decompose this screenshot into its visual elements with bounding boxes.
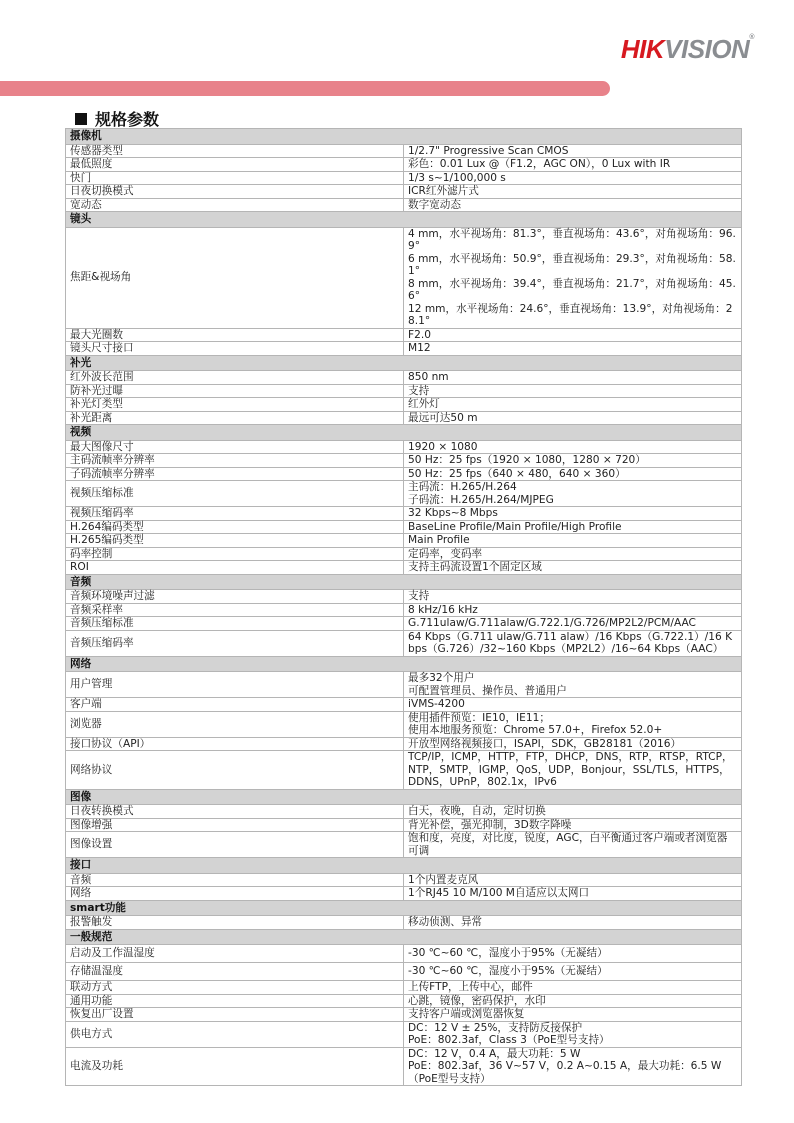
category-row [66, 129, 742, 145]
spec-label: 日夜切换模式 [66, 185, 404, 199]
spec-row [66, 698, 742, 712]
category-row [66, 355, 742, 371]
spec-label: 存储温湿度 [66, 963, 404, 981]
spec-label: 防补光过曝 [66, 384, 404, 398]
spec-value: 主码流：H.265/H.264 子码流：H.265/H.264/MJPEG [404, 481, 742, 507]
category-heading: 视频 [66, 425, 742, 441]
category-row [66, 789, 742, 805]
spec-row [66, 887, 742, 901]
spec-row [66, 963, 742, 981]
spec-label: 最大图像尺寸 [66, 440, 404, 454]
category-row [66, 929, 742, 945]
spec-label: 恢复出厂设置 [66, 1008, 404, 1022]
spec-label: 接口协议（API） [66, 737, 404, 751]
spec-value: -30 ℃~60 ℃，湿度小于95%（无凝结） [404, 963, 742, 981]
spec-label: 报警触发 [66, 916, 404, 930]
spec-row [66, 440, 742, 454]
spec-row [66, 342, 742, 356]
spec-label: 补光灯类型 [66, 398, 404, 412]
spec-row [66, 603, 742, 617]
spec-row [66, 411, 742, 425]
section-title-text: 规格参数 [95, 110, 160, 129]
spec-value: 1/2.7" Progressive Scan CMOS [404, 144, 742, 158]
spec-value: 彩色：0.01 Lux @（F1.2，AGC ON），0 Lux with IR [404, 158, 742, 172]
spec-value: 850 nm [404, 371, 742, 385]
spec-row [66, 873, 742, 887]
spec-value: TCP/IP，ICMP，HTTP，FTP，DHCP，DNS，RTP，RTSP，RTCP，NTP，SMTP，IGMP，QoS，UDP，Bonjour，SSL/TLS，HTTPS，DDNS，UPnP，802.1x，IPv6 [404, 751, 742, 790]
spec-row [66, 916, 742, 930]
spec-row [66, 227, 742, 328]
category-heading: 补光 [66, 355, 742, 371]
spec-value: BaseLine Profile/Main Profile/High Profile [404, 520, 742, 534]
spec-row [66, 981, 742, 995]
spec-label: 客户端 [66, 698, 404, 712]
category-row [66, 656, 742, 672]
spec-value: 红外灯 [404, 398, 742, 412]
spec-value: G.711ulaw/G.711alaw/G.722.1/G.726/MP2L2/PCM/AAC [404, 617, 742, 631]
spec-row [66, 711, 742, 737]
section-title [75, 107, 159, 130]
header-accent-bar [0, 81, 610, 96]
spec-row [66, 737, 742, 751]
spec-row [66, 617, 742, 631]
category-heading: smart功能 [66, 900, 742, 916]
spec-value: 心跳，镜像，密码保护，水印 [404, 994, 742, 1008]
spec-row [66, 590, 742, 604]
spec-value: 64 Kbps（G.711 ulaw/G.711 alaw）/16 Kbps（G.722.1）/16 Kbps（G.726）/32~160 Kbps（MP2L2）/16~64 Kbps（AAC） [404, 630, 742, 656]
category-heading: 音频 [66, 574, 742, 590]
spec-label: H.265编码类型 [66, 534, 404, 548]
spec-value: 定码率，变码率 [404, 547, 742, 561]
spec-label: 供电方式 [66, 1021, 404, 1047]
spec-row [66, 144, 742, 158]
logo-hik-text: HIK [620, 34, 665, 64]
spec-label: 主码流帧率分辨率 [66, 454, 404, 468]
spec-label: 视频压缩标准 [66, 481, 404, 507]
spec-row [66, 818, 742, 832]
spec-table [65, 128, 742, 1086]
category-heading: 接口 [66, 858, 742, 874]
spec-row [66, 534, 742, 548]
spec-value: 开放型网络视频接口，ISAPI，SDK，GB28181（2016） [404, 737, 742, 751]
logo-vision-text: VISION [664, 34, 750, 64]
spec-value: 数字宽动态 [404, 198, 742, 212]
spec-value: 支持 [404, 590, 742, 604]
spec-label: 联动方式 [66, 981, 404, 995]
logo-trademark: ® [749, 34, 754, 41]
spec-label: 启动及工作温湿度 [66, 945, 404, 963]
category-heading: 镜头 [66, 212, 742, 228]
spec-row [66, 994, 742, 1008]
spec-label: 快门 [66, 171, 404, 185]
spec-label: 音频采样率 [66, 603, 404, 617]
spec-row [66, 1047, 742, 1086]
spec-row [66, 198, 742, 212]
spec-label: 网络 [66, 887, 404, 901]
spec-label: 图像增强 [66, 818, 404, 832]
spec-label: 焦距&视场角 [66, 227, 404, 328]
spec-row [66, 945, 742, 963]
spec-row [66, 481, 742, 507]
category-row [66, 900, 742, 916]
spec-value: ICR红外滤片式 [404, 185, 742, 199]
spec-label: 宽动态 [66, 198, 404, 212]
spec-value: 最多32个用户 可配置管理员、操作员、普通用户 [404, 672, 742, 698]
spec-label: 音频压缩码率 [66, 630, 404, 656]
spec-row [66, 328, 742, 342]
spec-row [66, 185, 742, 199]
spec-value: 1920 × 1080 [404, 440, 742, 454]
spec-row [66, 384, 742, 398]
spec-label: 子码流帧率分辨率 [66, 467, 404, 481]
spec-row [66, 547, 742, 561]
spec-row [66, 561, 742, 575]
spec-row [66, 1008, 742, 1022]
spec-row [66, 751, 742, 790]
spec-value: 1/3 s~1/100,000 s [404, 171, 742, 185]
category-row [66, 425, 742, 441]
spec-value: 饱和度，亮度，对比度，锐度，AGC，白平衡通过客户端或者浏览器可调 [404, 832, 742, 858]
spec-row [66, 467, 742, 481]
spec-value: 1个RJ45 10 M/100 M自适应以太网口 [404, 887, 742, 901]
spec-label: ROI [66, 561, 404, 575]
spec-row [66, 171, 742, 185]
spec-value: 使用插件预览：IE10，IE11； 使用本地服务预览：Chrome 57.0+，Firefox 52.0+ [404, 711, 742, 737]
spec-value: 白天，夜晚，自动，定时切换 [404, 805, 742, 819]
spec-value: F2.0 [404, 328, 742, 342]
spec-value: iVMS-4200 [404, 698, 742, 712]
hikvision-logo [621, 34, 754, 65]
spec-label: 码率控制 [66, 547, 404, 561]
spec-value: 8 kHz/16 kHz [404, 603, 742, 617]
spec-row [66, 1021, 742, 1047]
spec-row [66, 158, 742, 172]
spec-label: 用户管理 [66, 672, 404, 698]
spec-label: 浏览器 [66, 711, 404, 737]
category-heading: 图像 [66, 789, 742, 805]
spec-value: 移动侦测、异常 [404, 916, 742, 930]
spec-value: -30 ℃~60 ℃，湿度小于95%（无凝结） [404, 945, 742, 963]
spec-label: 最低照度 [66, 158, 404, 172]
category-heading: 网络 [66, 656, 742, 672]
spec-value: 上传FTP，上传中心，邮件 [404, 981, 742, 995]
spec-value: M12 [404, 342, 742, 356]
spec-label: 镜头尺寸接口 [66, 342, 404, 356]
spec-value: 支持客户端或浏览器恢复 [404, 1008, 742, 1022]
spec-row [66, 672, 742, 698]
spec-label: 电流及功耗 [66, 1047, 404, 1086]
spec-value: DC：12 V ± 25%，支持防反接保护 PoE：802.3af，Class 3（PoE型号支持） [404, 1021, 742, 1047]
spec-row [66, 832, 742, 858]
spec-value: 32 Kbps~8 Mbps [404, 507, 742, 521]
title-square-icon [75, 113, 87, 125]
spec-value: 最远可达50 m [404, 411, 742, 425]
spec-value: DC：12 V，0.4 A，最大功耗：5 W PoE：802.3af，36 V~57 V，0.2 A~0.15 A，最大功耗：6.5 W（PoE型号支持） [404, 1047, 742, 1086]
category-row [66, 574, 742, 590]
category-heading: 摄像机 [66, 129, 742, 145]
spec-value: 50 Hz：25 fps（640 × 480，640 × 360） [404, 467, 742, 481]
spec-value: 支持 [404, 384, 742, 398]
category-row [66, 212, 742, 228]
spec-row [66, 507, 742, 521]
spec-label: 日夜转换模式 [66, 805, 404, 819]
spec-value: 1个内置麦克风 [404, 873, 742, 887]
spec-row [66, 805, 742, 819]
spec-value: Main Profile [404, 534, 742, 548]
spec-value: 4 mm，水平视场角：81.3°，垂直视场角：43.6°，对角视场角：96.9° 6 mm，水平视场角：50.9°，垂直视场角：29.3°，对角视场角：58.1° 8 mm，水平视场角：39.4°，垂直视场角：21.7°，对角视场角：45.6° 12 mm，水平视场角：24.6°，垂直视场角：13.9°，对角视场角：28.1° [404, 227, 742, 328]
spec-row [66, 630, 742, 656]
spec-label: 传感器类型 [66, 144, 404, 158]
spec-row [66, 371, 742, 385]
spec-label: 通用功能 [66, 994, 404, 1008]
category-heading: 一般规范 [66, 929, 742, 945]
spec-label: 音频环境噪声过滤 [66, 590, 404, 604]
spec-value: 50 Hz：25 fps（1920 × 1080，1280 × 720） [404, 454, 742, 468]
spec-label: 网络协议 [66, 751, 404, 790]
spec-row [66, 398, 742, 412]
spec-label: 音频 [66, 873, 404, 887]
spec-label: 补光距离 [66, 411, 404, 425]
spec-value: 背光补偿，强光抑制，3D数字降噪 [404, 818, 742, 832]
spec-row [66, 454, 742, 468]
spec-label: 音频压缩标准 [66, 617, 404, 631]
category-row [66, 858, 742, 874]
spec-label: H.264编码类型 [66, 520, 404, 534]
spec-label: 图像设置 [66, 832, 404, 858]
spec-label: 视频压缩码率 [66, 507, 404, 521]
spec-table-body [66, 129, 742, 1086]
spec-row [66, 520, 742, 534]
spec-value: 支持主码流设置1个固定区域 [404, 561, 742, 575]
spec-label: 最大光圈数 [66, 328, 404, 342]
spec-label: 红外波长范围 [66, 371, 404, 385]
